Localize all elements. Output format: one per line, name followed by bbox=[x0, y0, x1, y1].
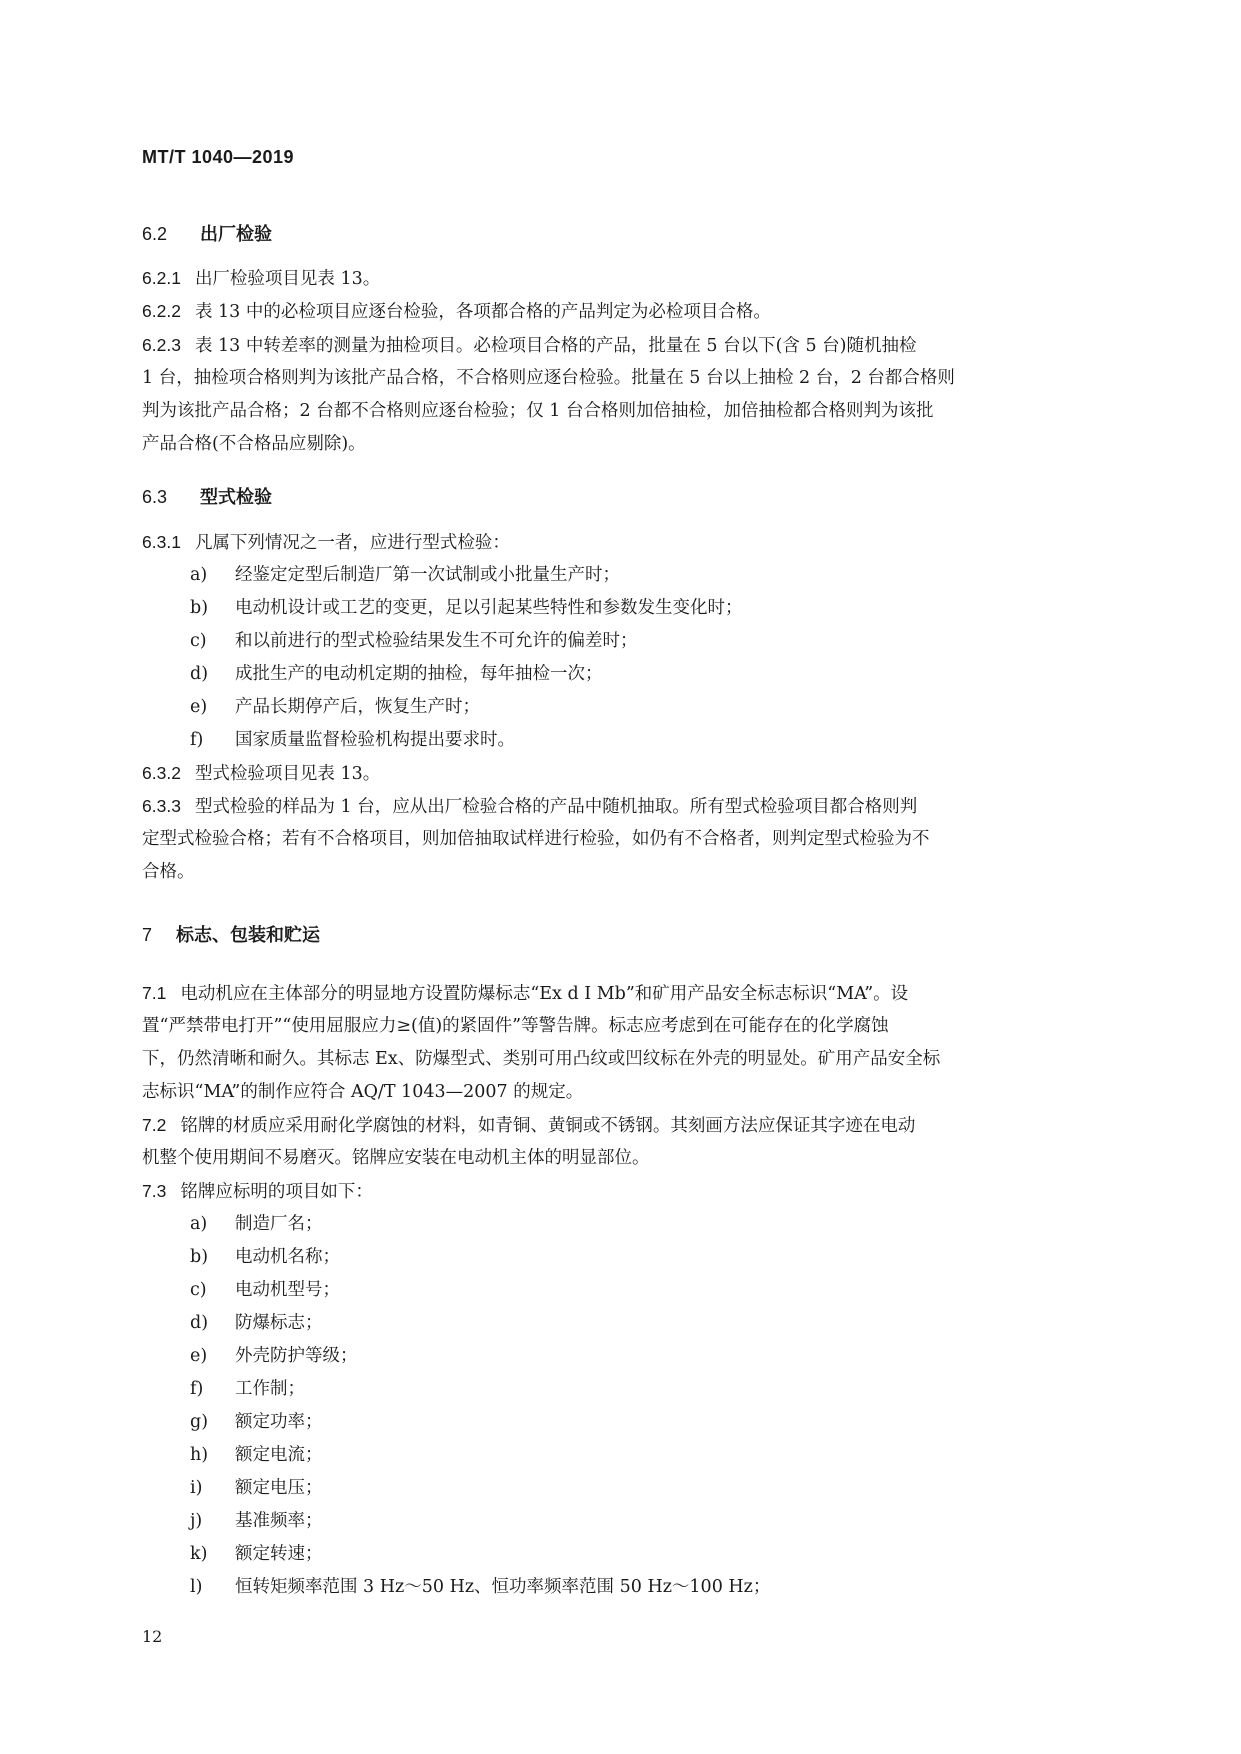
clause-text-line: 定型式检验合格；若有不合格项目，则加倍抽取试样进行检验，如仍有不合格者，则判定型式检验为不 bbox=[142, 829, 930, 849]
section-heading-6-3 bbox=[142, 483, 272, 509]
clause-6-3-3-line2 bbox=[142, 823, 1098, 856]
list-item bbox=[190, 658, 603, 691]
clause-6-2-3-line2 bbox=[142, 362, 1098, 395]
clause-number: 6.2.1 bbox=[142, 268, 181, 288]
clause-7-2 bbox=[142, 1109, 1098, 1143]
clause-number: 6.2.2 bbox=[142, 301, 181, 321]
item-text: 恒转矩频率范围 3 Hz～50 Hz、恒功率频率范围 50 Hz～100 Hz； bbox=[235, 1577, 771, 1597]
clause-7-3 bbox=[142, 1175, 1098, 1209]
clause-text-line: 下，仍然清晰和耐久。其标志 Ex、防爆型式、类别可用凸纹或凹纹标在外壳的明显处。矿用产品安全标 bbox=[142, 1049, 941, 1069]
clause-7-1-line4 bbox=[142, 1076, 1098, 1109]
clause-text: 型式检验项目见表 13。 bbox=[194, 764, 381, 784]
list-item bbox=[190, 1241, 340, 1274]
clause-text: 出厂检验项目见表 13。 bbox=[194, 269, 381, 289]
item-text: 经鉴定定型后制造厂第一次试制或小批量生产时； bbox=[235, 565, 620, 585]
item-label: l) bbox=[190, 1577, 203, 1597]
clause-text-line: 机整个使用期间不易磨灭。铭牌应安装在电动机主体的明显部位。 bbox=[142, 1148, 650, 1168]
list-item bbox=[190, 1571, 770, 1604]
item-text: 额定功率； bbox=[235, 1412, 323, 1432]
standard-code: MT/T 1040—2019 bbox=[142, 147, 295, 167]
clause-text: 凡属下列情况之一者，应进行型式检验： bbox=[194, 533, 510, 553]
clause-number: 7.2 bbox=[142, 1115, 167, 1135]
section-number: 6.3 bbox=[142, 487, 168, 507]
clause-text: 表 13 中的必检项目应逐台检验，各项都合格的产品判定为必检项目合格。 bbox=[194, 302, 771, 322]
clause-6-3-1 bbox=[142, 526, 1098, 560]
clause-number: 6.3.3 bbox=[142, 796, 181, 816]
list-item bbox=[190, 1505, 323, 1538]
section-heading-6-2 bbox=[142, 220, 272, 246]
clause-number: 6.3.2 bbox=[142, 763, 181, 783]
clause-6-3-3 bbox=[142, 790, 1098, 824]
list-item bbox=[190, 1373, 305, 1406]
clause-text-line: 1 台，抽检项合格则判为该批产品合格，不合格则应逐台检验。批量在 5 台以上抽检 2 台，2 台都合格则 bbox=[142, 368, 955, 388]
item-text: 制造厂名； bbox=[235, 1214, 323, 1234]
item-label: f) bbox=[190, 1379, 204, 1399]
item-label: f) bbox=[190, 730, 204, 750]
item-label: d) bbox=[190, 1313, 209, 1333]
item-label: e) bbox=[190, 1346, 208, 1366]
clause-text: 铭牌应标明的项目如下： bbox=[180, 1182, 373, 1202]
clause-7-1-line3 bbox=[142, 1043, 1098, 1076]
item-text: 基准频率； bbox=[235, 1511, 323, 1531]
clause-text-line: 志标识“MA”的制作应符合 AQ/T 1043—2007 的规定。 bbox=[142, 1082, 584, 1102]
item-text: 额定转速； bbox=[235, 1544, 323, 1564]
item-text: 电动机设计或工艺的变更，足以引起某些特性和参数发生变化时； bbox=[235, 598, 743, 618]
item-text: 和以前进行的型式检验结果发生不可允许的偏差时； bbox=[235, 631, 638, 651]
item-label: i) bbox=[190, 1478, 203, 1498]
section-heading-7 bbox=[142, 921, 320, 947]
clause-number: 7.3 bbox=[142, 1181, 167, 1201]
item-label: c) bbox=[190, 631, 207, 651]
clause-number: 7.1 bbox=[142, 983, 167, 1003]
clause-6-2-3 bbox=[142, 329, 1098, 363]
clause-text-line: 置“严禁带电打开”“使用屈服应力≥(值)的紧固件”等警告牌。标志应考虑到在可能存在的化学腐蚀 bbox=[142, 1016, 889, 1036]
clause-text-line: 产品合格(不合格品应剔除)。 bbox=[142, 434, 366, 454]
list-item bbox=[190, 691, 480, 724]
item-label: d) bbox=[190, 664, 209, 684]
list-item bbox=[190, 1208, 323, 1241]
list-item bbox=[190, 1307, 323, 1340]
clause-text-line: 铭牌的材质应采用耐化学腐蚀的材料，如青铜、黄铜或不锈钢。其刻画方法应保证其字迹在电动 bbox=[180, 1116, 916, 1136]
list-item bbox=[190, 559, 620, 592]
item-label: j) bbox=[190, 1511, 203, 1531]
clause-6-2-1 bbox=[142, 262, 1098, 296]
clause-7-2-line2 bbox=[142, 1142, 1098, 1175]
clause-6-2-2 bbox=[142, 295, 1098, 329]
list-item bbox=[190, 625, 638, 658]
clause-number: 6.2.3 bbox=[142, 335, 181, 355]
item-label: a) bbox=[190, 1214, 208, 1234]
item-text: 电动机名称； bbox=[235, 1247, 340, 1267]
section-number: 7 bbox=[142, 925, 153, 945]
item-text: 额定电压； bbox=[235, 1478, 323, 1498]
section-number: 6.2 bbox=[142, 224, 168, 244]
list-item bbox=[190, 1274, 340, 1307]
item-label: h) bbox=[190, 1445, 209, 1465]
item-label: b) bbox=[190, 598, 209, 618]
item-text: 成批生产的电动机定期的抽检，每年抽检一次； bbox=[235, 664, 603, 684]
item-label: e) bbox=[190, 697, 208, 717]
clause-7-1-line2 bbox=[142, 1010, 1098, 1043]
item-text: 工作制； bbox=[235, 1379, 305, 1399]
clause-number: 6.3.1 bbox=[142, 532, 181, 552]
clause-7-1 bbox=[142, 977, 1098, 1011]
clause-text-line: 合格。 bbox=[142, 862, 195, 882]
list-item bbox=[190, 1406, 323, 1439]
list-item bbox=[190, 1472, 323, 1505]
item-label: a) bbox=[190, 565, 208, 585]
section-title: 型式检验 bbox=[200, 487, 272, 507]
list-item bbox=[190, 1340, 358, 1373]
clause-text-line: 判为该批产品合格；2 台都不合格则应逐台检验；仅 1 台合格则加倍抽检，加倍抽检都合格则判为该批 bbox=[142, 401, 934, 421]
item-text: 防爆标志； bbox=[235, 1313, 323, 1333]
list-item bbox=[190, 1538, 323, 1571]
item-text: 国家质量监督检验机构提出要求时。 bbox=[235, 730, 515, 750]
list-item bbox=[190, 1439, 323, 1472]
section-title: 标志、包装和贮运 bbox=[176, 925, 320, 945]
clause-text-line: 型式检验的样品为 1 台，应从出厂检验合格的产品中随机抽取。所有型式检验项目都合格则判 bbox=[194, 797, 918, 817]
clause-6-2-3-line3 bbox=[142, 395, 1098, 428]
item-label: k) bbox=[190, 1544, 208, 1564]
item-label: c) bbox=[190, 1280, 207, 1300]
item-text: 产品长期停产后，恢复生产时； bbox=[235, 697, 480, 717]
item-text: 外壳防护等级； bbox=[235, 1346, 358, 1366]
section-title: 出厂检验 bbox=[200, 224, 272, 244]
clause-text-line: 电动机应在主体部分的明显地方设置防爆标志“Ex d I Mb”和矿用产品安全标志标识“MA”。设 bbox=[180, 984, 909, 1004]
item-text: 额定电流； bbox=[235, 1445, 323, 1465]
clause-text-line: 表 13 中转差率的测量为抽检项目。必检项目合格的产品，批量在 5 台以下(含 5 台)随机抽检 bbox=[194, 336, 917, 356]
item-label: g) bbox=[190, 1412, 209, 1432]
clause-6-2-3-line4 bbox=[142, 428, 1098, 461]
item-text: 电动机型号； bbox=[235, 1280, 340, 1300]
page-number: 12 bbox=[142, 1627, 163, 1646]
clause-6-3-2 bbox=[142, 757, 1098, 791]
item-label: b) bbox=[190, 1247, 209, 1267]
list-item bbox=[190, 592, 743, 625]
clause-6-3-3-line3 bbox=[142, 856, 1098, 889]
list-item bbox=[190, 724, 515, 757]
